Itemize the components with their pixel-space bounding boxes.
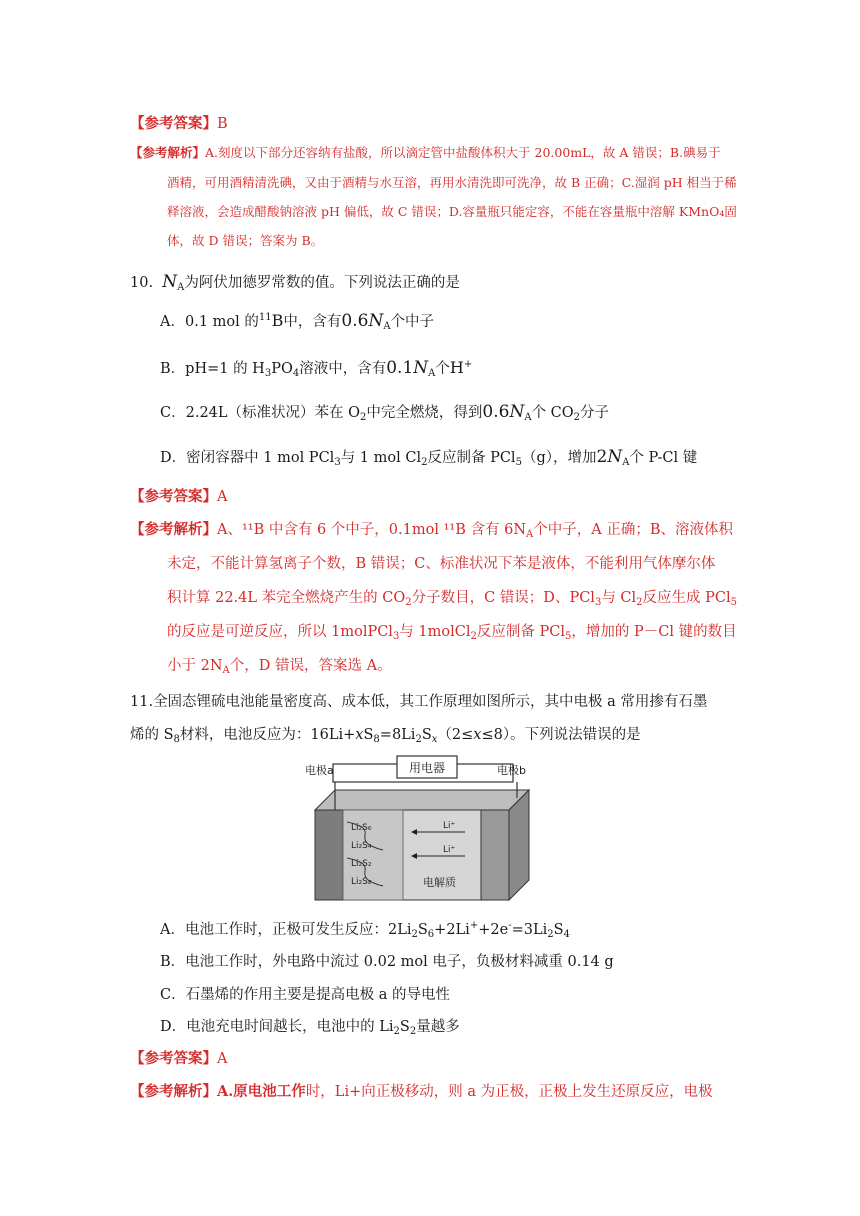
q10-option-c: C．2.24L（标准状况）苯在 $O_2$中完全燃烧，得到$0.6N_A$个 $CO_2$分子	[160, 402, 610, 423]
q9-analysis-line-2: 酒精，可用酒精清洗碘，又由于酒精与水互溶，再用水清洗即可洗净，故 B 正确；C.湿润 pH 相当于稀	[167, 175, 737, 190]
q10-analysis-line-5: 小于 $2N_A$个，D 错误，答案选 A。	[167, 658, 392, 676]
q11-analysis-line-1: 【参考解析】A.原电池工作时，Li+向正极移动，则 a 为正极，正极上发生还原反应，电极	[130, 1083, 713, 1100]
analysis-tag: 【参考解析】	[130, 145, 206, 160]
q10-option-a: A．0.1 mol 的$^{11}$B中，含有$0.6N_A$个中子	[160, 311, 435, 332]
q11-option-b: B．电池工作时，外电路中流过 0.02 mol 电子，负极材料减重 0.14 g	[160, 954, 614, 970]
electrode-b-label: 电极b	[497, 764, 526, 777]
electrolyte-label: 电解质	[423, 876, 456, 889]
answer-tag: 【参考答案】	[130, 115, 217, 132]
q11-answer-line: 【参考答案】A	[130, 1050, 228, 1067]
li-ion-label-2: Li⁺	[443, 845, 456, 855]
electrode-b-plate	[481, 810, 509, 900]
li-ion-label-1: Li⁺	[443, 821, 456, 831]
species-label-4: Li₂S₈	[351, 877, 372, 887]
battery-side	[509, 790, 529, 900]
electrode-a-plate	[315, 810, 343, 900]
species-label-2: Li₂S₄	[351, 841, 372, 851]
q9-analysis-line-3: 释溶液，会造成醋酸钠溶液 pH 偏低，故 C 错误；D.容量瓶只能定容，不能在容量瓶中溶解 KMnO₄固	[167, 204, 737, 219]
species-label-1: Li₂S₆	[351, 823, 372, 833]
q11-stem-line-1: 11.全固态锂硫电池能量密度高、成本低，其工作原理如图所示，其中电极 a 常用掺有石墨	[130, 694, 708, 710]
device-label: 用电器	[408, 761, 446, 775]
q10-stem: 10. $N_A$为阿伏加德罗常数的值。下列说法正确的是	[130, 272, 460, 293]
q11-option-a: A．电池工作时，正极可发生反应：$2Li_2S_6+2Li^++2e^-=3Li_2S_4$	[160, 920, 570, 940]
q10-analysis-line-2: 未定，不能计算氢离子个数，B 错误；C、标准状况下苯是液体，不能利用气体摩尔体	[167, 556, 716, 572]
q10-option-b: B．pH=1 的 $H_3PO_4$溶液中，含有$0.1N_A$个H+	[160, 358, 473, 379]
q10-analysis-line-3: 积计算 22.4L 苯完全燃烧产生的 $CO_2$分子数目，C 错误；D、PCl$_3$与 $Cl_2$反应生成 PCl$_5$	[167, 590, 738, 608]
q9-analysis-line-1: 【参考解析】A.刻度以下部分还容纳有盐酸，所以滴定管中盐酸体积大于 20.00mL，故 A 错误；B.碘易于	[130, 145, 721, 160]
q10-analysis-line-4: 的反应是可逆反应，所以 1molPCl$_3$与 1molCl$_2$反应制备 PCl$_5$，增加的 P－Cl 键的数目	[167, 624, 737, 642]
species-label-3: Li₂S₂	[351, 859, 372, 869]
q10-answer-line: 【参考答案】A	[130, 488, 228, 505]
q11-option-d: D．电池充电时间越长，电池中的 $Li_2S_2$量越多	[160, 1019, 460, 1037]
q11-option-c: C．石墨烯的作用主要是提高电极 a 的导电性	[160, 987, 450, 1003]
answer-value: B	[217, 116, 228, 132]
q9-answer-line	[130, 112, 750, 133]
q10-option-d: D．密闭容器中 1 mol PCl$_3$与 1 mol $Cl_2$反应制备 PCl$_5$（g），增加$2N_A$个 P-Cl 键	[160, 447, 698, 468]
q10-analysis-line-1: 【参考解析】A、¹¹B 中含有 6 个中子，0.1mol ¹¹B 含有 $6N_A$个中子，A 正确；B、溶液体积	[130, 521, 733, 540]
battery-diagram	[305, 752, 535, 912]
q11-stem-line-2: 烯的 $S_8$材料，电池反应为：$16Li+xS_8=8Li_2S_x(2\le x\le 8)$。下列说法错误的是	[130, 727, 641, 745]
battery-top	[315, 790, 529, 810]
q9-analysis-line-4: 体，故 D 错误；答案为 B。	[167, 233, 324, 248]
electrode-a-label: 电极a	[305, 764, 334, 777]
